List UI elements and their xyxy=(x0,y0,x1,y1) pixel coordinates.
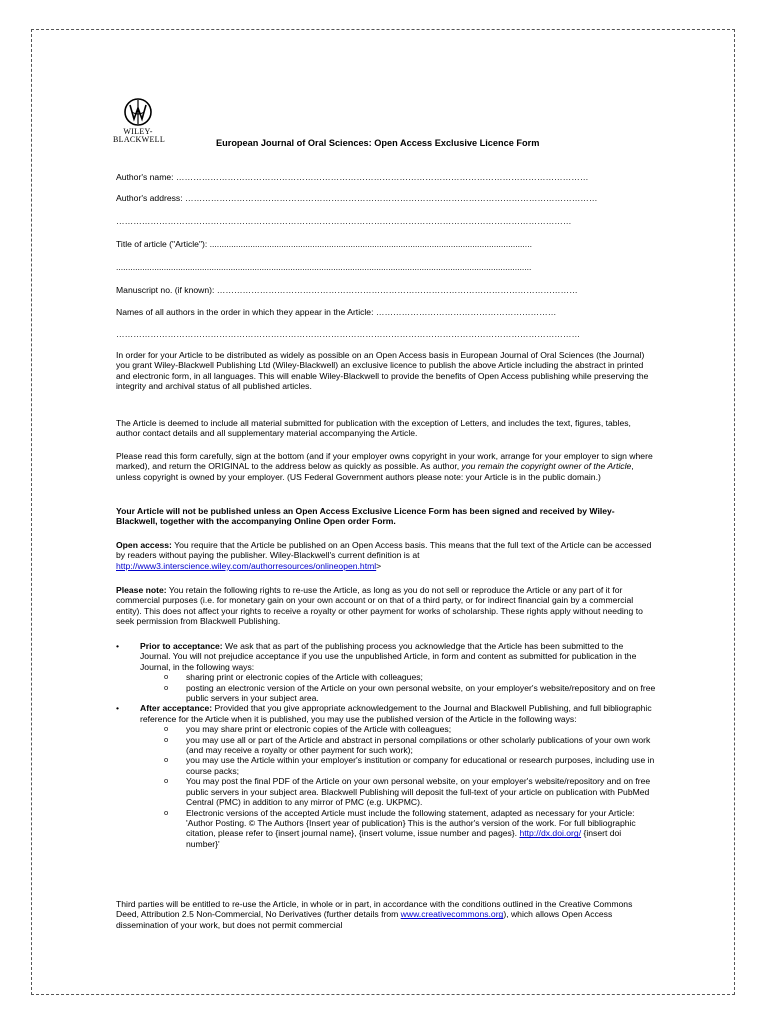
list-item: o you may share print or electronic copies of the Article with colleagues; xyxy=(164,724,656,734)
author-names-cont-field[interactable]: ……………………………………………………………………………………………………………………………………………… xyxy=(116,329,581,339)
publication-condition-paragraph: Your Article will not be published unless an Open Access Exclusive Licence Form has been signed and received by Wiley-Blackwell, together with the accompanying Online Open order Form. xyxy=(116,506,615,527)
creative-commons-link[interactable]: www.creativecommons.org xyxy=(400,909,504,920)
logo-line2: BLACKWELL xyxy=(113,135,166,144)
wiley-blackwell-crest-icon xyxy=(121,96,155,128)
list-item: • Prior to acceptance: We ask that as part of the publishing process you acknowledge that the Article has been submitted to the Journal. You will not prejudice acceptance if you use the unpublished Article, in form and content as submitted for publication in the Journal, in the following ways: o sharing print or electronic copies of the Article with colleagues; o posting an electronic version of the Article on your own personal website, on your employer's website/repository and on free public servers in your subject area. xyxy=(116,641,656,703)
author-address-cont-field[interactable]: …………………………………………………………………………………………………………………………………………… xyxy=(116,216,572,226)
list-item: o you may use the Article within your employer's institution or company for educational or research purposes, including use in course packs; xyxy=(164,755,656,776)
instructions-paragraph: Please read this form carefully, sign at the bottom (and if your employer owns copyright in your work, arrange for your employer to sign where marked), and return the ORIGINAL to the address below as quickly as possible. As author, you remain the copyright owner of the Article, unless copyright is owned by your employer. (US Federal Government authors please note: your Article is in the public domain.) xyxy=(116,451,653,482)
author-name-field[interactable]: Author's name: ……………………………………………………………………………………………………………………………… xyxy=(116,172,589,182)
manuscript-number-field[interactable]: Manuscript no. (if known): ……………………………………………………………………………………………………………… xyxy=(116,285,578,295)
logo-line1: WILEY- xyxy=(123,127,153,136)
list-item: o You may post the final PDF of the Article on your own personal website, on your employer's website/repository and on free public servers in your subject area. Blackwell Publishing will deposit the full-text of your article on publication with PubMed Central (PMC) in addition to any mirror of PMC (e.g. UKPMC). xyxy=(164,776,656,807)
author-address-field[interactable]: Author's address: ……………………………………………………………………………………………………………………………… xyxy=(116,193,598,203)
author-names-field[interactable]: Names of all authors in the order in which they appear in the Article: ……………………………………………………… xyxy=(116,307,557,317)
publisher-logo xyxy=(113,96,166,148)
list-item: o you may use all or part of the Article and abstract in personal compilations or other scholarly publications of your own work (and may receive a royalty or other payment for such work); xyxy=(164,735,656,756)
article-title-field[interactable]: Title of article ("Article"): ....................................................................................................................................... xyxy=(116,239,532,249)
licence-intro-paragraph: In order for your Article to be distributed as widely as possible on an Open Access basis in European Journal of Oral Sciences (the Journal) you grant Wiley-Blackwell Publishing Ltd (Wiley-Blackwell) an exclusive licence to publish the above Article including the abstract in printed and electronic form, in all languages. This will enable Wiley-Blackwell to provide the benefits of Open Access publishing while preserving the integrity and archival status of all published articles. xyxy=(116,350,649,392)
online-open-link[interactable]: http://www3.interscience.wiley.com/authorresources/onlineopen.html xyxy=(116,560,377,571)
please-note-paragraph: Please note: You retain the following rights to re-use the Article, as long as you do not sell or reproduce the Article or any part of it for commercial purposes (i.e. for monetary gain on your own account or on that of a third party, or for indirect financial gain by a commercial entity). This does not affect your rights to receive a royalty or other payment for works of scholarship. These rights apply without needing to seek permission from Blackwell Publishing. xyxy=(116,585,643,627)
open-access-paragraph: Open access: You require that the Article be published on an Open Access basis. This means that the full text of the Article can be accessed by readers without paying the publisher. Wiley-Blackwell's current definition is at http://www3.interscience.wiley.com/authorresources/onlineopen.html> xyxy=(116,540,652,571)
article-title-cont-field[interactable]: .............................................................................................................................................................................. xyxy=(116,262,532,272)
list-item: • After acceptance: Provided that you give appropriate acknowledgement to the Journal and Blackwell Publishing, and full bibliographic reference for the Article when it is published, you may use the published version of the Article in the following ways: o you may share print or electronic copies of the Article with colleagues; o you may use all or part of the Article and abstract in personal compilations or other scholarly publications of your own work (and may receive a royalty or other payment for such work); o you may use the Article within your employer's institution or company for educational or research purposes, including use in course packs; o You may post the final PDF of the Article on your own personal website, on your employer's website/repository and on free public servers in your subject area. Blackwell Publishing will deposit the full-text of your article on publication with PubMed Central (PMC) in addition to any mirror of PMC (e.g. UKPMC). o Electronic versions of the accepted Article must include the following statement, adapted as necessary for your Article: 'Author Posting. © The Authors {Insert year of publication} This is the author's version of the work. For full bibliographic citation, please refer to {insert journal name}, {insert volume, issue number and pages}. http://dx.doi.org/ {insert doi number}' xyxy=(116,703,656,849)
list-item: o sharing print or electronic copies of the Article with colleagues; xyxy=(164,672,656,682)
third-party-paragraph: Third parties will be entitled to re-use the Article, in whole or in part, in accordance with the conditions outlined in the Creative Commons Deed, Attribution 2.5 Non-Commercial, No Derivatives (further details from www.creativecommons.org), which allows Open Access dissemination of your work, but does not permit commercial xyxy=(116,899,633,930)
rights-list xyxy=(116,641,656,849)
doi-link[interactable]: http://dx.doi.org/ xyxy=(519,828,582,839)
article-definition-paragraph: The Article is deemed to include all material submitted for publication with the exception of Letters, and includes the text, figures, tables, author contact details and all supplementary material accompanying the Article. xyxy=(116,418,631,439)
list-item: o Electronic versions of the accepted Article must include the following statement, adapted as necessary for your Article: 'Author Posting. © The Authors {Insert year of publication} This is the author's version of the work. For full bibliographic citation, please refer to {insert journal name}, {insert volume, issue number and pages}. http://dx.doi.org/ {insert doi number}' xyxy=(164,808,656,850)
list-item: o posting an electronic version of the Article on your own personal website, on your employer's website/repository and on free public servers in your subject area. xyxy=(164,683,656,704)
form-title: European Journal of Oral Sciences: Open Access Exclusive Licence Form xyxy=(216,138,540,148)
